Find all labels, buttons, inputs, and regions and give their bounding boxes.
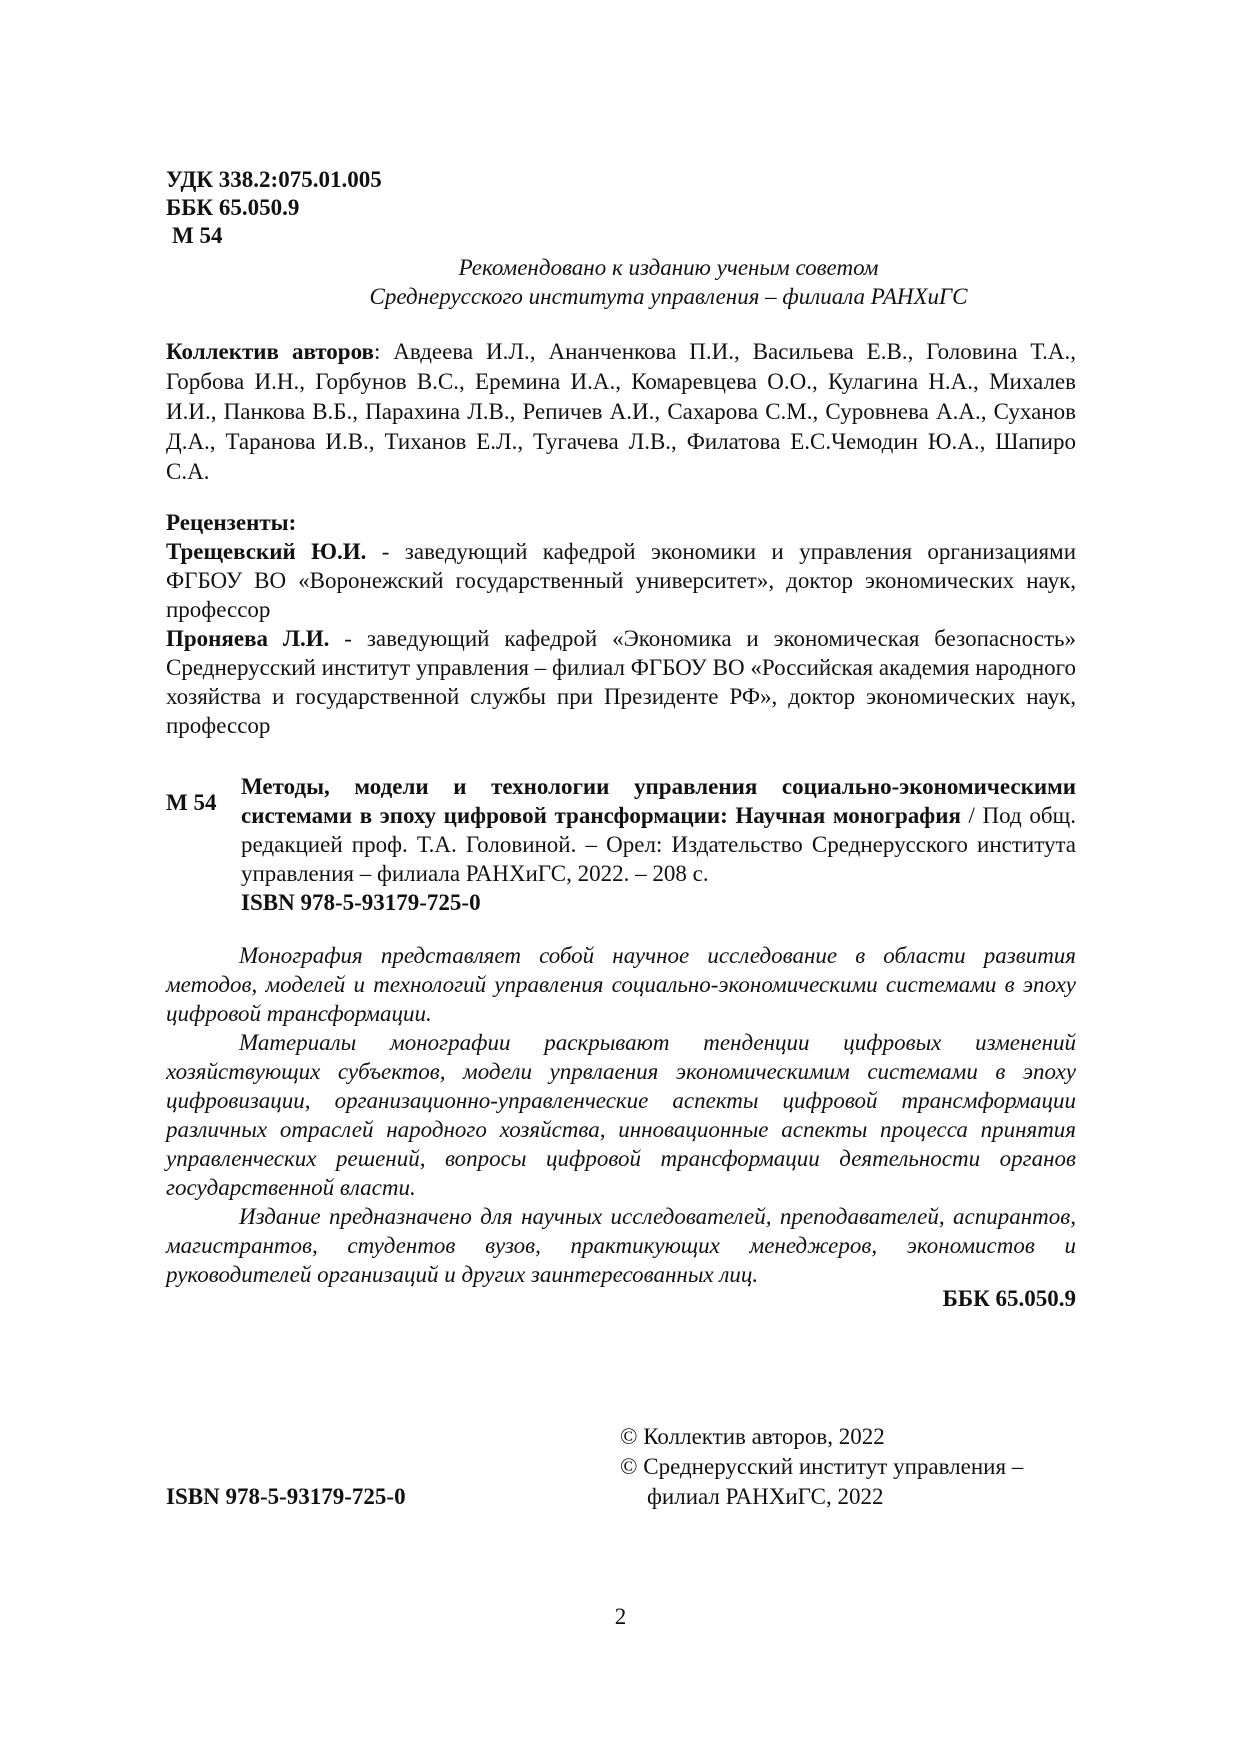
reviewer-name: Трещевский Ю.И. xyxy=(166,539,367,564)
authors-names: Авдеева И.Л., Ананченкова П.И., Васильева Е.В., Головина Т.А., Горбова И.Н., Горбунов В.С., Еремина И.А., Комаревцева О.О., Кулагина Н.А., Михалев И.И., Панкова В.Б., Парахина Л.В., Репичев А.И., Сахарова С.М., Суровнева А.А., Суханов Д.А., Таранова И.В., Тиханов Е.Л., Тугачева Л.В., Филатова Е.С.Чемодин Ю.А., Шапиро С.А. xyxy=(166,339,1077,484)
bib-entry-title: Методы, модели и технологии управления социально-экономическими системами в эпоху цифровой трансформации: Научная монография xyxy=(241,774,1076,828)
page-number: 2 xyxy=(614,1604,627,1629)
bib-entry-text xyxy=(241,772,1076,888)
classification-codes xyxy=(166,166,382,250)
recommendation-line-2: Среднерусского института управления – филиала РАНХиГС xyxy=(369,284,968,309)
reviewer-description: - заведующий кафедрой экономики и управления организациями ФГБОУ ВО «Воронежский государственный университет», доктор экономических наук, профессор xyxy=(166,539,1077,622)
abstract-paragraph: Издание предназначено для научных исследователей, преподавателей, аспирантов, магистрантов, студентов вузов, практикующих менеджеров, экономистов и руководителей организаций и других заинтересованных лиц. xyxy=(166,1204,1076,1287)
copyright-line-3: филиал РАНХиГС, 2022 xyxy=(647,1484,884,1509)
bib-entry-details: / Под общ. редакцией проф. Т.А. Головиной. – Орел: Издательство Среднерусского института управления – филиала РАНХиГС, 2022. – 208 с. xyxy=(241,803,1076,886)
bib-entry-isbn: ISBN 978-5-93179-725-0 xyxy=(241,890,481,915)
recommendation-line-1: Рекомендовано к изданию ученым советом xyxy=(458,255,879,280)
isbn-footer: ISBN 978-5-93179-725-0 xyxy=(166,1484,406,1509)
copyright-line-1: © Коллектив авторов, 2022 xyxy=(620,1424,885,1449)
bib-entry-code: М 54 xyxy=(166,790,217,815)
bbk-code: ББК 65.050.9 xyxy=(166,195,300,220)
copyright-block xyxy=(620,1422,1023,1512)
abstract-paragraph: Монография представляет собой научное исследование в области развития методов, моделей и технологий управления социально-экономическими системами в эпоху цифровой трансформации. xyxy=(166,943,1076,1026)
reviewers-section xyxy=(166,508,1076,740)
reviewer-name: Проняева Л.И. xyxy=(166,626,330,651)
udk-code: УДК 338.2:075.01.005 xyxy=(166,167,382,192)
publication-recommendation xyxy=(166,253,1076,311)
bib-entry xyxy=(241,772,1076,917)
author-mark: М 54 xyxy=(172,223,223,248)
reviewers-heading: Рецензенты: xyxy=(166,510,297,535)
abstract xyxy=(166,941,1076,1289)
reviewer-item xyxy=(166,624,1076,740)
copyright-line-2: © Среднерусский институт управления – xyxy=(620,1454,1024,1479)
bbk-footer: ББК 65.050.9 xyxy=(942,1286,1076,1311)
authors-paragraph xyxy=(166,337,1076,487)
reviewer-item xyxy=(166,537,1076,624)
authors-separator: : xyxy=(373,339,381,364)
reviewer-description: - заведующий кафедрой «Экономика и экономическая безопасность» Среднерусский институт управления – филиал ФГБОУ ВО «Российская академия народного хозяйства и государственной службы при Президенте РФ», доктор экономических наук, профессор xyxy=(166,626,1076,738)
authors-label: Коллектив авторов xyxy=(166,339,374,364)
abstract-paragraph: Материалы монографии раскрывают тенденции цифровых изменений хозяйствующих субъектов, модели упрвлаения экономическимим системами в эпоху цифровизации, организационно-управленческие аспекты цифровой трансмформации различных отраслей народного хозяйства, инновационные аспекты процесса принятия управленческих решений, вопросы цифровой трансформации деятельности органов государственной власти. xyxy=(166,1030,1076,1200)
